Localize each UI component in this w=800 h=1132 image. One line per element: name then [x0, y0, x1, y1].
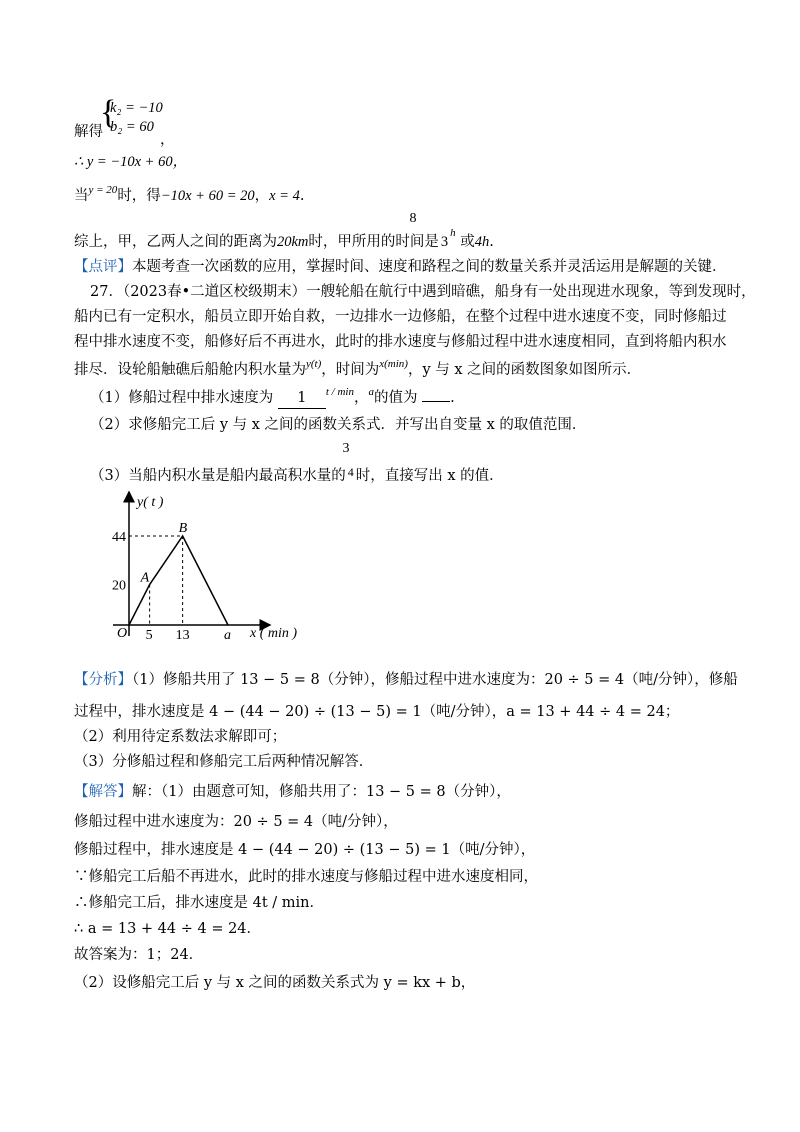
x-tick-5: 5	[145, 628, 153, 643]
y-tick-44: 44	[112, 530, 126, 545]
jieda-3: 修船过程中，排水速度是 4 − (44 − 20) ÷ (13 − 5) = 1（吨/分钟），	[74, 842, 536, 858]
question-3: （3）当船内积水量是船内最高积水量的 $^4$ 时，直接写出 x 的值．	[90, 465, 504, 484]
jieda-8: （2）设修船完工后 y 与 x 之间的函数关系式为 y = kx + b，	[74, 975, 476, 991]
jieda-4: ∵修船完工后船不再进水，此时的排水速度与修船过程中进水速度相同，	[74, 869, 538, 885]
origin-label: O	[117, 626, 128, 641]
problem-line4: 排尽．设轮船触礁后船舱内积水量为$^{y(t)}$，时间为$^{x(min)}$，y 与 x 之间的函数图象如图所示．	[74, 358, 642, 378]
dianping: 【点评】本题考查一次函数的应用，掌握时间、速度和路程之间的数量关系并灵活运用是解题的关键．	[74, 259, 727, 275]
eq-k2: k₂ = −10	[110, 100, 163, 116]
problem-line2: 船内已有一定积水，船员立即开始自救，一边排水一边修船，在整个过程中进水速度不变，同时修船过	[74, 309, 727, 325]
jieda-7: 故答案为：1；24．	[74, 947, 204, 963]
jieda-1: 【解答】解：（1）由题意可知，修船共用了：13 − 5 = 8（分钟），	[74, 784, 511, 800]
frac-num-8: 8	[409, 211, 417, 226]
eq-b2: b₂ = 60	[110, 119, 154, 135]
brace: {	[100, 94, 117, 131]
line-y-formula: ∴ y = −10x + 60，	[74, 154, 188, 170]
fenxi-1: 【分析】（1）修船共用了 13 − 5 = 8（分钟），修船过程中进水速度为：20 ÷ 5 = 4（吨/分钟），修船	[74, 672, 738, 688]
y-axis-label: y( t )	[137, 495, 164, 510]
jieda-6: ∴ a = 13 + 44 ÷ 4 = 24．	[74, 921, 262, 937]
x-axis-label: x ( min )	[250, 626, 298, 641]
problem-line3: 程中排水速度不变，船修好后不再进水，此时的排水速度与修船过程中进水速度相同，直到将船内积水	[74, 334, 727, 350]
x-tick-13: 13	[175, 628, 190, 643]
function-graph	[98, 486, 328, 646]
line-summary: 综上，甲，乙两人之间的距离为20km时，甲所用的时间是 3$^h$ 或4h.	[74, 227, 494, 250]
x-tick-a: a	[224, 628, 231, 643]
y-tick-20: 20	[112, 578, 126, 594]
line-when: 当$^{y = 20}$时，得−10x + 60 = 20，x = 4.	[74, 184, 305, 204]
fenxi-2: 过程中，排水速度是 4 − (44 − 20) ÷ (13 − 5) = 1（吨/分钟），a = 13 + 44 ÷ 4 = 24；	[74, 704, 680, 720]
question-1: （1）修船过程中排水速度为 1 $^{t / min}$，$^a$的值为 .	[90, 388, 455, 409]
fenxi-3: （2）利用待定系数法求解即可；	[74, 729, 287, 745]
point-a-label: A	[140, 570, 150, 586]
jieda-2: 修船过程中进水速度为：20 ÷ 5 = 4（吨/分钟），	[74, 814, 398, 830]
fenxi-4: （3）分修船过程和修船完工后两种情况解答．	[74, 754, 374, 770]
problem-line1: 27．（2023春•二道区校级期末）一艘轮船在航行中遇到暗礁，船身有一处出现进水现象，等到发现时，	[90, 284, 756, 300]
frac-num-3: 3	[342, 441, 350, 456]
point-b-label: B	[178, 521, 188, 536]
jiede-comma: ，	[160, 132, 175, 148]
jiede: 解得	[74, 124, 103, 140]
question-2: （2）求修船完工后 y 与 x 之间的函数关系式．并写出自变量 x 的取值范围．	[90, 417, 587, 433]
jieda-5: ∴修船完工后，排水速度是 4t / min．	[74, 895, 324, 911]
